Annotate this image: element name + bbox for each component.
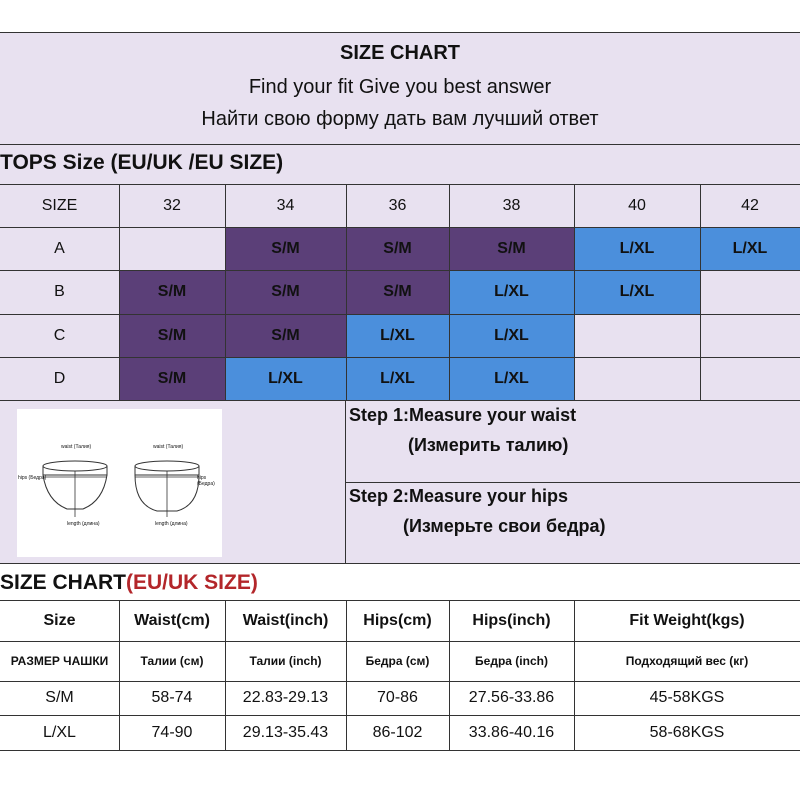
table-cell: 74-90 bbox=[151, 723, 193, 741]
table-cell: 58-74 bbox=[151, 689, 193, 706]
size-cell: L/XL bbox=[346, 357, 449, 400]
table-cell: S/M bbox=[45, 689, 74, 706]
table-line bbox=[0, 600, 800, 601]
size-cell: L/XL bbox=[346, 314, 449, 357]
cup-label: D bbox=[53, 369, 66, 387]
cup-label: C bbox=[53, 326, 66, 344]
table-cell: L/XL bbox=[43, 723, 76, 741]
grid-line bbox=[449, 184, 450, 400]
table-line bbox=[449, 600, 450, 750]
panties-diagram-svg bbox=[17, 409, 222, 557]
table-line bbox=[0, 715, 800, 716]
band-header: 38 bbox=[502, 196, 521, 214]
length-label-left: length (длина) bbox=[67, 521, 100, 527]
table-cell: 70-86 bbox=[377, 689, 418, 706]
band-header: 42 bbox=[741, 196, 759, 214]
size-chart-title-main: SIZE CHART bbox=[0, 571, 126, 594]
table-cell: 58-68KGS bbox=[649, 723, 725, 741]
table-header-ru: РАЗМЕР ЧАШКИ bbox=[10, 654, 109, 668]
table-header: Size bbox=[43, 611, 76, 629]
subtitle-ru: Найти свою форму дать вам лучший ответ bbox=[201, 108, 599, 130]
size-cell: S/M bbox=[119, 357, 225, 400]
grid-line bbox=[0, 314, 800, 315]
step2-ru: (Измерьте свои бедра) bbox=[403, 516, 606, 536]
waist-label-right: waist (Талия) bbox=[153, 444, 184, 450]
table-line bbox=[0, 641, 800, 642]
size-cell: L/XL bbox=[225, 357, 346, 400]
grid-line bbox=[225, 184, 226, 400]
table-header: Hips(cm) bbox=[363, 611, 432, 629]
size-cell: S/M bbox=[346, 227, 449, 270]
table-line bbox=[225, 600, 226, 750]
subtitle-en: Find your fit Give you best answer bbox=[248, 76, 552, 98]
size-cell: S/M bbox=[346, 270, 449, 314]
cup-label: A bbox=[54, 239, 65, 257]
step2-en: Step 2:Measure your hips bbox=[349, 486, 569, 506]
size-cell: L/XL bbox=[574, 227, 700, 270]
band-header: 40 bbox=[628, 196, 646, 214]
table-header-ru: Бедра (inch) bbox=[475, 654, 548, 668]
grid-line bbox=[119, 184, 120, 400]
grid-line bbox=[346, 184, 347, 400]
table-cell: 22.83-29.13 bbox=[242, 689, 329, 706]
grid-line bbox=[0, 357, 800, 358]
band-header: 32 bbox=[163, 196, 181, 214]
table-cell: 33.86-40.16 bbox=[468, 723, 555, 741]
size-cell: S/M bbox=[225, 227, 346, 270]
size-cell: L/XL bbox=[449, 314, 574, 357]
size-cell: L/XL bbox=[449, 270, 574, 314]
table-cell: 86-102 bbox=[372, 723, 423, 741]
size-cell: L/XL bbox=[449, 357, 574, 400]
size-chart-title bbox=[0, 571, 258, 595]
size-cell: S/M bbox=[225, 314, 346, 357]
table-line bbox=[119, 600, 120, 750]
tops-title: TOPS Size (EU/UK /EU SIZE) bbox=[0, 151, 284, 174]
size-cell: S/M bbox=[449, 227, 574, 270]
size-cell: L/XL bbox=[700, 227, 800, 270]
table-cell: 27.56-33.86 bbox=[468, 689, 555, 706]
table-cell: 45-58KGS bbox=[649, 689, 725, 706]
table-line bbox=[0, 750, 800, 751]
length-label-right: length (длина) bbox=[155, 521, 188, 527]
step1-ru: (Измерить талию) bbox=[408, 435, 569, 455]
table-header: Hips(inch) bbox=[472, 611, 551, 629]
table-cell: 29.13-35.43 bbox=[242, 723, 329, 741]
grid-line bbox=[0, 270, 800, 271]
cup-label: B bbox=[54, 283, 65, 300]
table-header-ru: Бедра (см) bbox=[365, 654, 430, 668]
table-line bbox=[346, 600, 347, 750]
hips-label-right: hips (Бедра) bbox=[197, 475, 215, 487]
table-header: Waist(cm) bbox=[134, 611, 210, 629]
grid-line bbox=[0, 227, 800, 228]
size-cell: S/M bbox=[119, 314, 225, 357]
table-header: Waist(inch) bbox=[242, 611, 329, 629]
band-header: 36 bbox=[388, 196, 407, 214]
size-cell: S/M bbox=[225, 270, 346, 314]
size-cell: S/M bbox=[119, 270, 225, 314]
table-header: Fit Weight(kgs) bbox=[629, 611, 745, 629]
grid-line bbox=[0, 184, 800, 185]
measurement-diagram bbox=[17, 409, 222, 557]
step1-en: Step 1:Measure your waist bbox=[349, 405, 577, 425]
table-header-ru: Подходящий вес (кг) bbox=[625, 654, 749, 668]
tops-size-header: SIZE bbox=[41, 196, 78, 214]
grid-line bbox=[574, 184, 575, 400]
table-header-ru: Талии (inch) bbox=[249, 654, 322, 668]
table-line bbox=[0, 681, 800, 682]
table-header-ru: Талии (см) bbox=[140, 654, 204, 668]
size-cell: L/XL bbox=[574, 270, 700, 314]
hips-label-left: hips (Бедра) bbox=[18, 475, 47, 481]
page-title: SIZE CHART bbox=[340, 42, 460, 64]
table-line bbox=[574, 600, 575, 750]
size-chart-title-region: (EU/UK SIZE) bbox=[126, 571, 258, 594]
waist-label-left: waist (Талия) bbox=[61, 444, 92, 450]
grid-line bbox=[700, 184, 701, 400]
band-header: 34 bbox=[276, 196, 295, 214]
